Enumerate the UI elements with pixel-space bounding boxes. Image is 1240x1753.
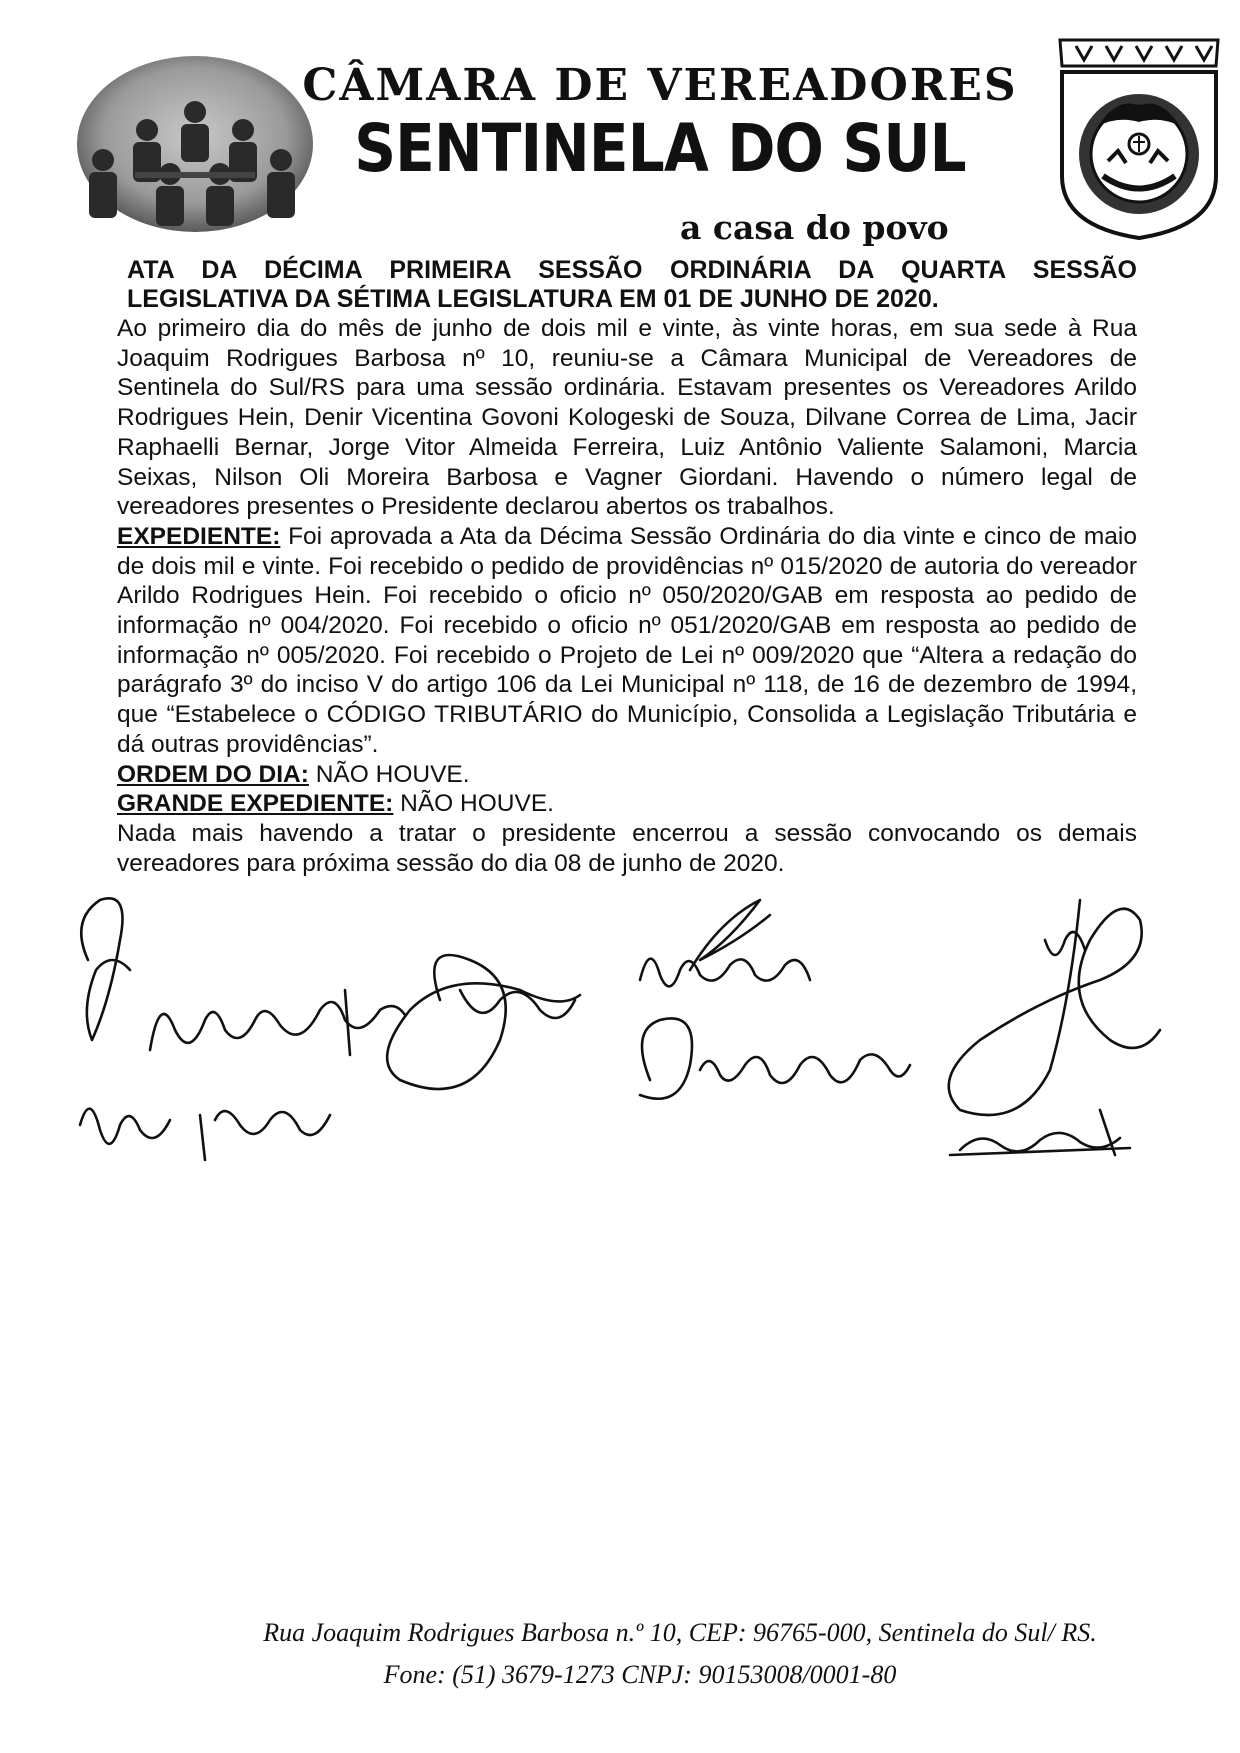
- minutes-body: [117, 256, 1137, 878]
- title-line-2: SENTINELA DO SUL: [354, 110, 966, 187]
- ordem-text: NÃO HOUVE.: [308, 760, 470, 788]
- signature-vagner: [949, 900, 1160, 1115]
- minutes-title: ATA DA DÉCIMA PRIMEIRA SESSÃO ORDINÁRIA DA QUARTA SESSÃO LEGISLATIVA DA SÉTIMA LEGISLATURA EM 01 DE JUNHO DE 2020.: [127, 256, 1137, 313]
- signature-mark-check: [690, 900, 770, 970]
- signature-denir: [640, 1018, 910, 1098]
- signature-nilson: [387, 955, 580, 1089]
- expediente-section: [117, 522, 1137, 760]
- letterhead: [0, 0, 1240, 255]
- ordem-do-dia-section: [117, 760, 1137, 790]
- municipal-coat-of-arms-icon: [1048, 36, 1230, 242]
- ordem-label: ORDEM DO DIA:: [117, 760, 309, 788]
- signatures-area: [0, 880, 1240, 1200]
- footer-address: Rua Joaquim Rodrigues Barbosa n.º 10, CEP: 96765-000, Sentinela do Sul/ RS.: [263, 1618, 1097, 1647]
- signature-jorge: [950, 1133, 1130, 1155]
- slogan: a casa do povo: [680, 208, 949, 247]
- title-line-1: CÂMARA DE VEREADORES: [302, 60, 1018, 111]
- chamber-name: [302, 60, 1030, 187]
- expediente-text: Foi aprovada a Ata da Décima Sessão Ordinária do dia vinte e cinco de maio de dois mil e vinte. Foi recebido o pedido de providências nº 015/2020 de autoria do vereador Arildo Rodrigues Hein. Foi recebido o oficio nº 050/2020/GAB em resposta ao pedido de informação nº 004/2020. Foi recebido o oficio nº 051/2020/GAB em resposta ao pedido de informação nº 005/2020. Foi recebido o Projeto de Lei nº 009/2020 que “Altera a redação do parágrafo 3º do inciso V do artigo 106 da Lei Municipal nº 118, de 16 de dezembro de 1994, que “Estabelece o CÓDIGO TRIBUTÁRIO do Município, Consolida a Legislação Tributária e dá outras providências”.: [117, 522, 1137, 758]
- minutes-intro: Ao primeiro dia do mês de junho de dois mil e vinte, às vinte horas, em sua sede à Rua Joaquim Rodrigues Barbosa nº 10, reuniu-se a Câmara Municipal de Vereadores de Sentinela do Sul/RS para uma sessão ordinária. Estavam presentes os Vereadores Arildo Rodrigues Hein, Denir Vicentina Govoni Kologeski de Souza, Dilvane Correa de Lima, Jacir Raphaelli Bernar, Jorge Vitor Almeida Ferreira, Luiz Antônio Valiente Salamoni, Marcia Seixas, Nilson Oli Moreira Barbosa e Vagner Giordani. Havendo o número legal de vereadores presentes o Presidente declarou abertos os trabalhos.: [117, 315, 1137, 521]
- grande-text: NÃO HOUVE.: [393, 790, 554, 818]
- chamber-logo-icon: [75, 52, 315, 242]
- signature-arildo: [150, 1002, 405, 1050]
- footer: [0, 1612, 1240, 1696]
- expediente-label: EXPEDIENTE:: [117, 522, 281, 550]
- grande-label: GRANDE EXPEDIENTE:: [117, 790, 394, 818]
- signature-mark-left-margin: [81, 898, 130, 1040]
- footer-contact: Fone: (51) 3679-1273 CNPJ: 90153008/0001-80: [383, 1660, 897, 1689]
- grande-expediente-section: [117, 789, 1137, 819]
- signature-jacir: [80, 1109, 330, 1160]
- closing-paragraph: Nada mais havendo a tratar o presidente encerrou a sessão convocando os demais vereadores para próxima sessão do dia 08 de junho de 2020.: [117, 819, 1137, 877]
- signature-marcia: [640, 959, 810, 987]
